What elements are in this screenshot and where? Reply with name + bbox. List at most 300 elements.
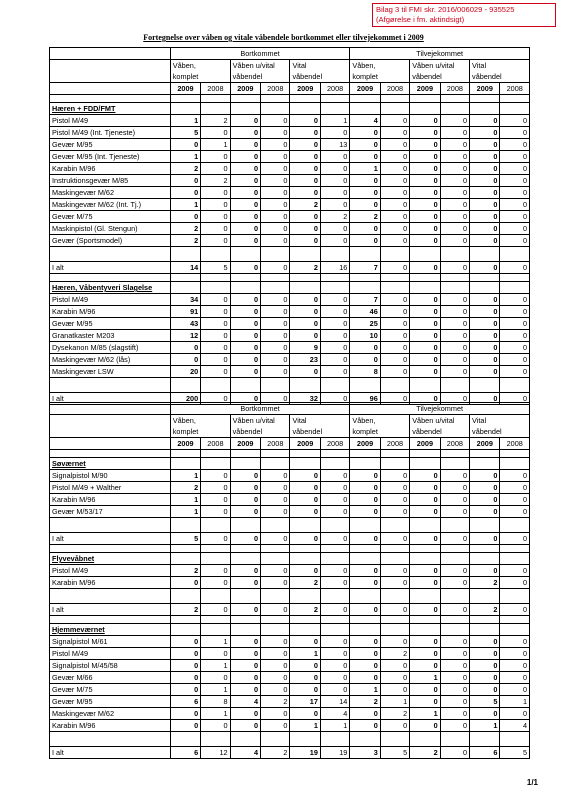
header-sub-row	[50, 415, 530, 438]
spacer-cell	[50, 378, 171, 393]
table-row	[50, 306, 530, 318]
total-value: 0	[380, 533, 409, 545]
spacer-cell	[410, 378, 440, 393]
gap-row	[50, 589, 530, 604]
total-value: 0	[320, 533, 349, 545]
value-cell: 0	[261, 306, 290, 318]
value-cell: 0	[290, 318, 320, 330]
empty-cell	[470, 624, 500, 636]
value-cell: 0	[170, 342, 200, 354]
total-value: 14	[170, 262, 200, 274]
value-cell: 0	[380, 720, 409, 732]
header-bortkommet: Bortkommet	[170, 48, 350, 60]
value-cell: 0	[230, 115, 260, 127]
value-cell: 0	[440, 342, 469, 354]
total-value: 0	[261, 533, 290, 545]
subheader-col-1	[170, 60, 230, 83]
spacer-cell	[500, 616, 530, 624]
row-label: Gevær M/95	[50, 318, 171, 330]
total-value: 4	[230, 747, 260, 759]
value-cell: 0	[410, 151, 440, 163]
value-cell: 2	[201, 175, 230, 187]
corner-cell	[50, 60, 171, 83]
spacer-cell	[440, 616, 469, 624]
value-cell: 0	[230, 470, 260, 482]
year-header: 2008	[440, 438, 469, 450]
empty-cell	[201, 458, 230, 470]
value-cell: 0	[440, 565, 469, 577]
value-cell: 0	[290, 211, 320, 223]
value-cell: 1	[201, 636, 230, 648]
value-cell: 91	[170, 306, 200, 318]
empty-cell	[261, 553, 290, 565]
spacer-cell	[170, 450, 200, 458]
row-label: Karabin M/96	[50, 577, 171, 589]
subheader-line-1: Vital	[292, 416, 307, 425]
subheader-line-1: Våben,	[352, 61, 376, 70]
value-cell: 0	[201, 187, 230, 199]
spacer-cell	[440, 450, 469, 458]
value-cell: 0	[290, 506, 320, 518]
row-label: Gevær M/66	[50, 672, 171, 684]
spacer-cell	[500, 378, 530, 393]
total-value: 0	[350, 533, 380, 545]
weapons-table-army	[49, 47, 530, 405]
year-header: 2009	[290, 83, 320, 95]
total-value: 0	[261, 604, 290, 616]
value-cell: 0	[380, 330, 409, 342]
row-label: Maskinpistol (Gl. Stengun)	[50, 223, 171, 235]
spacer-cell	[500, 518, 530, 533]
spacer-cell	[440, 378, 469, 393]
value-cell: 0	[320, 127, 349, 139]
value-cell: 0	[261, 151, 290, 163]
value-cell: 0	[261, 127, 290, 139]
subheader-line-1: Våben u/vital	[232, 61, 275, 70]
table-row	[50, 235, 530, 247]
corner-cell	[50, 438, 171, 450]
value-cell: 0	[201, 127, 230, 139]
empty-cell	[261, 103, 290, 115]
spacer-cell	[290, 274, 320, 282]
value-cell: 0	[440, 187, 469, 199]
row-label: Karabin M/96	[50, 720, 171, 732]
value-cell: 0	[290, 115, 320, 127]
value-cell: 0	[350, 139, 380, 151]
value-cell: 0	[410, 366, 440, 378]
value-cell: 0	[380, 366, 409, 378]
value-cell: 0	[170, 636, 200, 648]
empty-cell	[500, 103, 530, 115]
value-cell: 0	[500, 211, 530, 223]
value-cell: 0	[380, 565, 409, 577]
value-cell: 0	[470, 306, 500, 318]
value-cell: 0	[470, 660, 500, 672]
total-value: 0	[230, 393, 260, 405]
value-cell: 0	[470, 672, 500, 684]
value-cell: 0	[350, 720, 380, 732]
table-row	[50, 565, 530, 577]
value-cell: 0	[440, 506, 469, 518]
value-cell: 0	[230, 494, 260, 506]
empty-cell	[440, 458, 469, 470]
spacer-cell	[201, 95, 230, 103]
value-cell: 8	[350, 366, 380, 378]
value-cell: 0	[230, 211, 260, 223]
spacer-cell	[261, 247, 290, 262]
year-header: 2008	[201, 438, 230, 450]
spacer-cell	[261, 378, 290, 393]
value-cell: 0	[500, 354, 530, 366]
value-cell: 1	[500, 696, 530, 708]
spacer-cell	[350, 545, 380, 553]
value-cell: 0	[201, 672, 230, 684]
value-cell: 9	[290, 342, 320, 354]
value-cell: 0	[170, 648, 200, 660]
value-cell: 0	[470, 139, 500, 151]
value-cell: 0	[230, 139, 260, 151]
empty-cell	[380, 553, 409, 565]
value-cell: 0	[320, 342, 349, 354]
empty-cell	[410, 458, 440, 470]
spacer-cell	[410, 732, 440, 747]
value-cell: 1	[201, 708, 230, 720]
value-cell: 0	[500, 330, 530, 342]
value-cell: 0	[410, 342, 440, 354]
row-label: Pistol M/49	[50, 294, 171, 306]
row-label: Instruktionsgevær M/85	[50, 175, 171, 187]
value-cell: 0	[170, 211, 200, 223]
spacer-cell	[350, 378, 380, 393]
spacer-cell	[261, 589, 290, 604]
value-cell: 0	[170, 708, 200, 720]
spacer-cell	[470, 616, 500, 624]
value-cell: 25	[350, 318, 380, 330]
value-cell: 0	[470, 636, 500, 648]
value-cell: 0	[290, 294, 320, 306]
page-number: 1/1	[526, 778, 538, 787]
total-label: I alt	[50, 262, 171, 274]
value-cell: 0	[440, 199, 469, 211]
empty-cell	[410, 624, 440, 636]
value-cell: 0	[380, 660, 409, 672]
value-cell: 0	[440, 696, 469, 708]
value-cell: 0	[201, 506, 230, 518]
value-cell: 0	[290, 235, 320, 247]
value-cell: 0	[230, 318, 260, 330]
value-cell: 0	[350, 187, 380, 199]
value-cell: 0	[230, 708, 260, 720]
empty-cell	[470, 103, 500, 115]
total-value: 5	[201, 262, 230, 274]
subheader-line-2: våbendel	[232, 72, 263, 81]
empty-cell	[380, 103, 409, 115]
value-cell: 12	[170, 330, 200, 342]
spacer-cell	[410, 518, 440, 533]
value-cell: 0	[350, 506, 380, 518]
spacer-cell	[500, 274, 530, 282]
spacer-cell	[50, 545, 171, 553]
spacer-row	[50, 274, 530, 282]
row-label: Gevær M/53/17	[50, 506, 171, 518]
value-cell: 0	[380, 294, 409, 306]
value-cell: 0	[410, 696, 440, 708]
total-value: 0	[380, 604, 409, 616]
value-cell: 0	[261, 720, 290, 732]
spacer-cell	[440, 274, 469, 282]
spacer-cell	[350, 616, 380, 624]
value-cell: 2	[350, 696, 380, 708]
value-cell: 0	[410, 187, 440, 199]
header-tilvejekommet: Tilvejekommet	[350, 48, 530, 60]
total-value: 2	[261, 747, 290, 759]
total-label: I alt	[50, 747, 171, 759]
year-header: 2009	[410, 438, 440, 450]
value-cell: 1	[410, 708, 440, 720]
empty-cell	[290, 553, 320, 565]
value-cell: 0	[500, 235, 530, 247]
value-cell: 1	[170, 470, 200, 482]
value-cell: 0	[261, 294, 290, 306]
value-cell: 0	[350, 708, 380, 720]
value-cell: 2	[380, 708, 409, 720]
value-cell: 0	[380, 354, 409, 366]
value-cell: 46	[350, 306, 380, 318]
value-cell: 0	[201, 211, 230, 223]
total-value: 7	[350, 262, 380, 274]
total-row	[50, 262, 530, 274]
value-cell: 0	[500, 187, 530, 199]
value-cell: 0	[500, 175, 530, 187]
value-cell: 14	[320, 696, 349, 708]
empty-cell	[410, 282, 440, 294]
value-cell: 0	[201, 482, 230, 494]
value-cell: 0	[320, 151, 349, 163]
value-cell: 0	[290, 330, 320, 342]
empty-cell	[320, 624, 349, 636]
row-label: Karabin M/96	[50, 494, 171, 506]
stamp-line-1: Bilag 3 til FMI skr. 2016/006029 - 935525	[376, 5, 515, 14]
year-header: 2009	[350, 83, 380, 95]
value-cell: 0	[261, 494, 290, 506]
value-cell: 0	[320, 672, 349, 684]
spacer-cell	[230, 616, 260, 624]
value-cell: 2	[290, 199, 320, 211]
year-header: 2008	[500, 83, 530, 95]
table-row	[50, 330, 530, 342]
value-cell: 0	[410, 127, 440, 139]
spacer-cell	[440, 545, 469, 553]
value-cell: 0	[230, 648, 260, 660]
value-cell: 0	[261, 199, 290, 211]
spacer-cell	[230, 274, 260, 282]
empty-cell	[261, 282, 290, 294]
value-cell: 1	[170, 115, 200, 127]
empty-cell	[500, 282, 530, 294]
year-header: 2008	[201, 83, 230, 95]
value-cell: 0	[261, 211, 290, 223]
section-title: Hæren + FDD/FMT	[50, 103, 171, 115]
year-header: 2009	[470, 83, 500, 95]
value-cell: 20	[170, 366, 200, 378]
value-cell: 0	[380, 577, 409, 589]
total-value: 0	[500, 262, 530, 274]
total-value: 0	[440, 747, 469, 759]
total-value: 0	[290, 533, 320, 545]
value-cell: 0	[500, 648, 530, 660]
value-cell: 0	[320, 306, 349, 318]
value-cell: 0	[290, 482, 320, 494]
header-sub-row	[50, 60, 530, 83]
value-cell: 0	[350, 660, 380, 672]
empty-cell	[320, 282, 349, 294]
total-value: 0	[380, 393, 409, 405]
value-cell: 0	[350, 470, 380, 482]
subheader-line-1: Våben,	[172, 416, 196, 425]
spacer-cell	[170, 732, 200, 747]
value-cell: 0	[230, 163, 260, 175]
value-cell: 0	[230, 506, 260, 518]
value-cell: 0	[230, 235, 260, 247]
row-label: Pistol M/49	[50, 565, 171, 577]
value-cell: 0	[440, 672, 469, 684]
value-cell: 0	[261, 708, 290, 720]
spacer-cell	[261, 450, 290, 458]
value-cell: 0	[410, 494, 440, 506]
total-value: 16	[320, 262, 349, 274]
value-cell: 0	[201, 565, 230, 577]
spacer-cell	[50, 518, 171, 533]
value-cell: 0	[350, 342, 380, 354]
value-cell: 0	[320, 565, 349, 577]
spacer-cell	[470, 589, 500, 604]
value-cell: 1	[350, 684, 380, 696]
spacer-cell	[50, 274, 171, 282]
value-cell: 1	[170, 506, 200, 518]
empty-cell	[170, 282, 200, 294]
spacer-cell	[320, 616, 349, 624]
value-cell: 0	[201, 470, 230, 482]
spacer-cell	[380, 589, 409, 604]
value-cell: 0	[470, 211, 500, 223]
value-cell: 0	[230, 720, 260, 732]
value-cell: 0	[440, 306, 469, 318]
value-cell: 0	[410, 199, 440, 211]
section-header-row	[50, 624, 530, 636]
spacer-cell	[350, 450, 380, 458]
value-cell: 1	[290, 720, 320, 732]
empty-cell	[201, 282, 230, 294]
value-cell: 0	[500, 506, 530, 518]
value-cell: 1	[201, 139, 230, 151]
section-title: Søværnet	[50, 458, 171, 470]
table-row	[50, 127, 530, 139]
value-cell: 0	[230, 684, 260, 696]
value-cell: 0	[440, 235, 469, 247]
weapons-table-navy-air-homeguard	[49, 402, 530, 759]
value-cell: 23	[290, 354, 320, 366]
table-row	[50, 342, 530, 354]
subheader-line-2: våbendel	[232, 427, 263, 436]
value-cell: 0	[440, 470, 469, 482]
empty-cell	[380, 458, 409, 470]
total-value: 0	[320, 604, 349, 616]
spacer-cell	[290, 95, 320, 103]
table-row	[50, 684, 530, 696]
value-cell: 0	[500, 223, 530, 235]
spacer-cell	[350, 95, 380, 103]
section-title: Hjemmeværnet	[50, 624, 171, 636]
row-label: Granatkaster M203	[50, 330, 171, 342]
value-cell: 0	[470, 506, 500, 518]
empty-cell	[440, 624, 469, 636]
corner-cell	[50, 48, 171, 60]
row-label: Maskingevær M/62	[50, 187, 171, 199]
value-cell: 0	[261, 139, 290, 151]
table-row	[50, 696, 530, 708]
total-value: 0	[500, 604, 530, 616]
subheader-line-2: komplet	[172, 427, 199, 436]
total-value: 0	[201, 393, 230, 405]
value-cell: 0	[261, 342, 290, 354]
value-cell: 0	[201, 577, 230, 589]
subheader-col-2	[410, 60, 470, 83]
value-cell: 0	[320, 506, 349, 518]
value-cell: 0	[350, 151, 380, 163]
value-cell: 0	[201, 163, 230, 175]
value-cell: 0	[201, 720, 230, 732]
value-cell: 0	[320, 330, 349, 342]
spacer-cell	[170, 616, 200, 624]
spacer-cell	[410, 274, 440, 282]
spacer-cell	[290, 545, 320, 553]
table-row	[50, 187, 530, 199]
value-cell: 0	[261, 577, 290, 589]
value-cell: 0	[261, 330, 290, 342]
total-value: 0	[440, 262, 469, 274]
spacer-cell	[201, 518, 230, 533]
spacer-cell	[170, 95, 200, 103]
value-cell: 0	[380, 235, 409, 247]
value-cell: 0	[500, 294, 530, 306]
total-value: 96	[350, 393, 380, 405]
value-cell: 0	[230, 306, 260, 318]
value-cell: 0	[201, 494, 230, 506]
value-cell: 0	[410, 235, 440, 247]
table-row	[50, 648, 530, 660]
spacer-cell	[50, 247, 171, 262]
subheader-line-2: komplet	[172, 72, 199, 81]
value-cell: 4	[350, 115, 380, 127]
spacer-cell	[320, 518, 349, 533]
value-cell: 0	[470, 175, 500, 187]
value-cell: 0	[201, 330, 230, 342]
value-cell: 0	[440, 482, 469, 494]
table-row	[50, 175, 530, 187]
total-value: 2	[470, 604, 500, 616]
value-cell: 0	[380, 163, 409, 175]
total-value: 12	[201, 747, 230, 759]
value-cell: 0	[350, 223, 380, 235]
subheader-line-2: våbendel	[292, 427, 323, 436]
value-cell: 0	[470, 294, 500, 306]
empty-cell	[500, 624, 530, 636]
value-cell: 0	[290, 139, 320, 151]
value-cell: 0	[380, 223, 409, 235]
empty-cell	[201, 553, 230, 565]
table-row	[50, 115, 530, 127]
value-cell: 0	[320, 163, 349, 175]
